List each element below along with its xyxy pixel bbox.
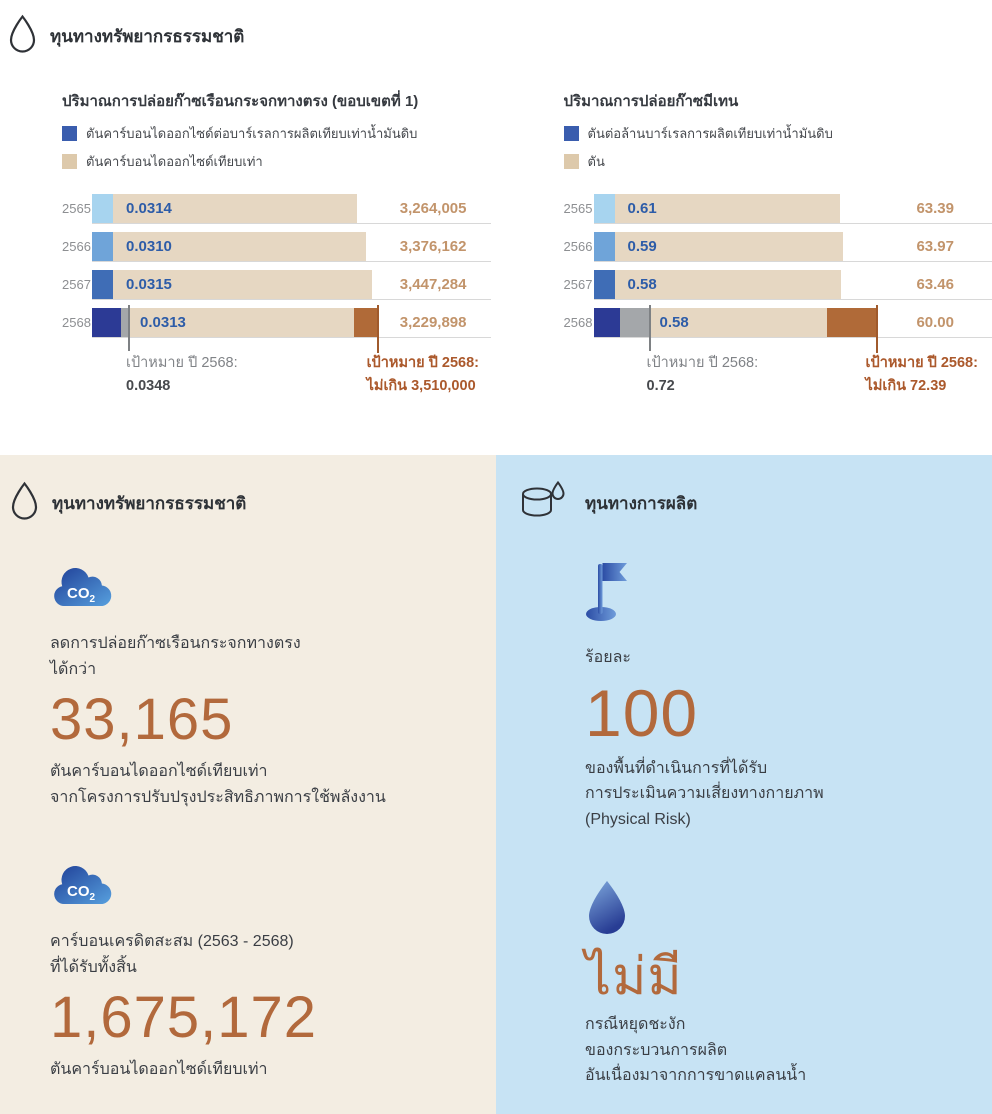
year-label: 2568 (62, 315, 91, 330)
absolute-value: 60.00 (916, 314, 954, 331)
legend-swatch-blue (62, 126, 77, 141)
intensity-swatch (594, 232, 615, 261)
stat-caption-line: กรณีหยุดชะงัก (585, 1016, 686, 1034)
intensity-target-line (128, 305, 130, 351)
stat-physical-risk (585, 556, 992, 833)
bar-track (594, 232, 894, 261)
stat-intro-line: ร้อยละ (585, 649, 631, 666)
stat-intro-line: ที่ได้รับทั้งสิ้น (50, 958, 137, 976)
absolute-target-line (876, 305, 878, 353)
intensity-target-line (649, 305, 651, 351)
intensity-swatch (594, 308, 620, 337)
intensity-swatch (594, 270, 615, 299)
intensity-value: 0.61 (627, 200, 657, 217)
stat-intro (585, 645, 992, 671)
year-label: 2567 (62, 277, 91, 292)
bar-row-body (92, 308, 491, 338)
stat-big-number: 1,675,172 (50, 985, 318, 1051)
charts-section (62, 89, 992, 418)
bar-row-body (92, 194, 491, 224)
stat-caption (585, 756, 992, 833)
intensity-target-label (126, 352, 238, 398)
target-label-value: ไม่เกิน 72.39 (865, 378, 947, 395)
stat-caption-line: อันเนื่องมาจากการขาดแคลนน้ำ (585, 1067, 807, 1085)
legend-item (564, 151, 992, 172)
stat-intro-line: ลดการปล่อยก๊าซเรือนกระจกทางตรง (50, 635, 301, 652)
intensity-swatch (92, 232, 113, 261)
intensity-swatch (92, 270, 113, 299)
target-label-value: 0.72 (646, 378, 675, 395)
legend-swatch-blue (564, 126, 579, 141)
target-labels (564, 346, 992, 418)
legend-item (62, 123, 491, 144)
svg-text:CO2: $CO_2$ (67, 585, 96, 605)
target-label-line1: เป้าหมาย ปี 2568: (646, 355, 759, 371)
gap-to-target-bar (827, 308, 875, 337)
chart-legend (564, 123, 992, 172)
absolute-value: 63.39 (916, 200, 954, 217)
stat-big-number: 100 (585, 675, 699, 750)
bar-row-body (594, 194, 992, 224)
absolute-target-label (866, 352, 978, 398)
intensity-swatch (594, 194, 615, 223)
bar-row-2566 (564, 232, 992, 262)
intensity-swatch (92, 194, 113, 223)
flag-icon (585, 556, 992, 629)
bottom-panels (0, 455, 992, 1114)
bar-rows (62, 194, 491, 338)
bar-rows (564, 194, 992, 338)
panel-title: ทุนทางการผลิต (585, 494, 698, 513)
top-section (0, 0, 992, 455)
bar-track (594, 270, 894, 299)
absolute-emissions-bar (92, 308, 354, 337)
absolute-value: 3,264,005 (399, 200, 467, 217)
water-drop-icon (585, 879, 992, 942)
bar-row-body (92, 270, 491, 300)
legend-label: ตันต่อล้านบาร์เรลการผลิตเทียบเท่าน้ำมันดิบ (587, 126, 833, 141)
panel-natural-capital (0, 455, 496, 1114)
legend-swatch-tan (564, 154, 579, 169)
legend-label: ตัน (587, 154, 605, 169)
stat-water-disruption (585, 879, 992, 1089)
bar-row-2566 (62, 232, 491, 262)
legend-label: ตันคาร์บอนไดออกไซด์ต่อบาร์เรลการผลิตเทียบเท่าน้ำมันดิบ (86, 126, 418, 141)
droplet-outline-icon (8, 14, 37, 59)
stat-ghg-reduction (50, 564, 496, 810)
bar-row-2565 (564, 194, 992, 224)
absolute-value: 63.97 (916, 238, 954, 255)
gap-to-target-bar (354, 308, 377, 337)
droplet-outline-icon (10, 481, 39, 526)
svg-text:CO2: $CO_2$ (67, 883, 96, 904)
stat-caption-line: ของพื้นที่ดำเนินการที่ได้รับ (585, 759, 768, 777)
stat-caption (585, 1012, 992, 1089)
panel-header (520, 481, 992, 526)
target-label-line1: เป้าหมาย ปี 2568: (126, 355, 238, 371)
stat-caption-line: จากโครงการปรับปรุงประสิทธิภาพการใช้พลังงาน (50, 788, 386, 806)
stat-intro-line: ได้กว่า (50, 660, 97, 678)
stat-caption-line: ของกระบวนการผลิต (585, 1041, 728, 1059)
co2-cloud-icon (50, 862, 496, 913)
target-label-value: ไม่เกิน 3,510,000 (366, 378, 476, 395)
chart-direct-ghg (62, 89, 491, 418)
absolute-value: 63.46 (916, 276, 954, 293)
page-header (0, 0, 992, 59)
bar-row-body (92, 232, 491, 262)
year-label: 2566 (62, 239, 91, 254)
bar-row-2568 (62, 308, 491, 338)
absolute-value: 3,229,898 (399, 314, 467, 331)
stat-carbon-credits (50, 862, 496, 1083)
stat-caption-line: ตันคาร์บอนไดออกไซด์เทียบเท่า (50, 763, 268, 781)
absolute-target-label (367, 352, 479, 398)
bar-row-2567 (62, 270, 491, 300)
stat-intro (50, 631, 496, 682)
bar-track (92, 232, 392, 261)
year-label: 2565 (62, 201, 91, 216)
stat-big-number: 33,165 (50, 687, 234, 753)
intensity-swatch (92, 308, 121, 337)
intensity-value: 0.59 (627, 238, 657, 255)
chart-title: ปริมาณการปล่อยก๊าซมีเทน (563, 93, 739, 110)
bar-track (92, 308, 392, 337)
year-label: 2568 (563, 315, 593, 330)
stat-caption (50, 759, 496, 810)
chart-title: ปริมาณการปล่อยก๊าซเรือนกระจกทางตรง (ขอบเขตที่ 1) (62, 93, 419, 110)
stat-caption-line: ตันคาร์บอนไดออกไซด์เทียบเท่า (50, 1061, 268, 1079)
target-label-line1: เป้าหมาย ปี 2568: (366, 355, 479, 371)
panel-title: ทุนทางทรัพยากรธรรมชาติ (52, 494, 247, 513)
year-label: 2565 (563, 201, 593, 216)
bar-track (594, 308, 894, 337)
year-label: 2567 (563, 277, 593, 292)
absolute-target-line (377, 305, 379, 353)
intensity-gap-bar (121, 308, 128, 337)
year-label: 2566 (563, 239, 593, 254)
bar-track (92, 194, 392, 223)
bar-row-2568 (564, 308, 992, 338)
target-label-line1: เป้าหมาย ปี 2568: (865, 355, 978, 371)
intensity-value: 0.0314 (126, 200, 172, 217)
bar-track (92, 270, 392, 299)
intensity-value: 0.0313 (140, 314, 186, 331)
panel-manufactured-capital (496, 455, 992, 1114)
target-label-value: 0.0348 (126, 378, 171, 395)
stat-caption-line: การประเมินความเสี่ยงทางกายภาพ (585, 785, 824, 803)
panel-header (10, 481, 496, 526)
stat-caption (50, 1057, 496, 1083)
bar-row-body (594, 270, 992, 300)
absolute-value: 3,376,162 (399, 238, 467, 255)
page-title: ทุนทางทรัพยากรธรรมชาติ (50, 27, 245, 46)
chart-methane (564, 89, 992, 418)
intensity-value: 0.0315 (126, 276, 172, 293)
legend-item (564, 123, 992, 144)
intensity-target-label (647, 352, 759, 398)
stat-caption-line: (Physical Risk) (585, 811, 691, 829)
intensity-value: 0.0310 (126, 238, 172, 255)
stat-intro (50, 929, 496, 980)
bar-row-2565 (62, 194, 491, 224)
stat-big-number: ไม่มี (585, 947, 683, 1006)
bar-track (594, 194, 894, 223)
target-labels (62, 346, 491, 418)
stat-intro-line: คาร์บอนเครดิตสะสม (2563 - 2568) (50, 933, 294, 951)
bar-row-2567 (564, 270, 992, 300)
legend-label: ตันคาร์บอนไดออกไซด์เทียบเท่า (86, 154, 263, 169)
bar-row-body (594, 308, 992, 338)
intensity-gap-bar (620, 308, 649, 337)
chart-legend (62, 123, 491, 172)
bar-row-body (594, 232, 992, 262)
legend-swatch-tan (62, 154, 77, 169)
co2-cloud-icon (50, 564, 496, 615)
intensity-value: 0.58 (627, 276, 657, 293)
legend-item (62, 151, 491, 172)
intensity-value: 0.58 (659, 314, 689, 331)
oil-barrel-icon (520, 481, 572, 526)
absolute-value: 3,447,284 (399, 276, 467, 293)
